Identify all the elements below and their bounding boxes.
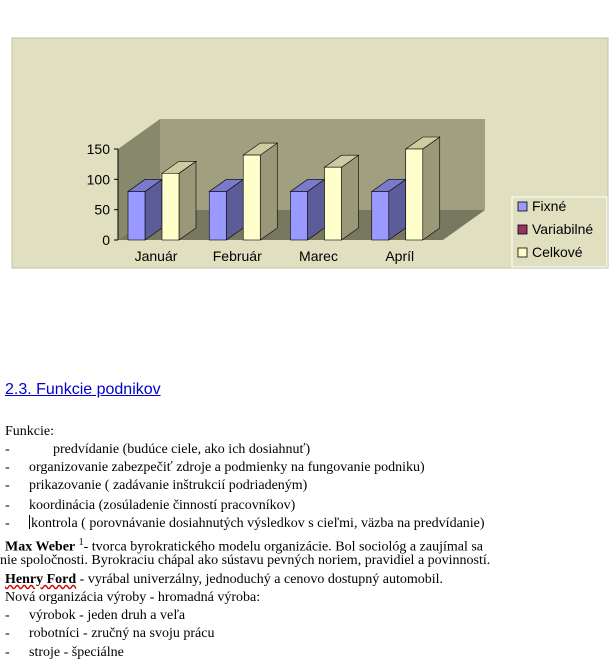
list-item [5,607,185,625]
list-item [5,515,485,533]
y-tick-label: 100 [86,171,110,188]
list-item [5,459,425,477]
list-item [5,497,295,515]
footnote-ref: 1 [78,537,84,548]
x-tick-label: Január [134,248,178,264]
y-tick-label: 0 [102,232,110,248]
y-tick-label: 50 [94,201,110,218]
list-item [5,625,214,643]
list-item-text: robotníci - zručný na svoju prácu [29,626,215,641]
section-heading: 2.3. Funkcie podnikov [5,381,161,398]
list-item [5,441,310,459]
list-item-text: predvídanie (budúce ciele, ako ich dosiahnuť) [53,442,311,457]
legend-label: Fixné [532,198,567,214]
legend-label: Celkové [532,244,583,260]
org-intro: Nová organizácia výroby - hromadná výroba: [5,590,261,605]
weber-text: - tvorca byrokratického modelu organizácie. Bol sociológ a zaujímal sa [83,539,484,555]
text-cursor [29,515,30,529]
list-item [5,644,124,662]
weber-paragraph-cont: nie spoločnosti. Byrokraciu chápal ako sústavu pevných noriem, pravidiel a povinností. [0,553,491,568]
list-item-text: organizovanie zabezpečiť zdroje a podmienky na fungovanie podniku) [29,460,425,475]
bullet-marker: - [5,645,10,660]
list-item [5,477,307,495]
bullet-marker: - [5,626,10,641]
legend-label: Variabilné [532,221,594,237]
bullet-marker: - [5,608,10,623]
list-item-text: výrobok - jeden druh a veľa [29,608,186,623]
bullet-marker: - [5,460,10,475]
ford-text: - vyrábal univerzálny, jednoduchý a cenovo dostupný automobil. [76,572,444,587]
y-tick-label: 150 [86,141,110,157]
list-item-text: prikazovanie ( zadávanie inštrukcií podriadeným) [29,478,308,493]
x-tick-label: Apríl [385,248,415,264]
bullet-marker: - [5,498,10,513]
ford-name: Henry Ford [5,572,77,587]
bullet-marker: - [5,442,10,457]
x-tick-label: Marec [299,248,338,264]
list-item-text: koordinácia (zosúladenie činností pracovníkov) [29,498,296,513]
bullet-marker: - [5,516,10,531]
list-item-text: kontrola ( porovnávanie dosiahnutých výsledkov s cieľmi, väzba na predvídanie) [31,516,485,531]
x-tick-label: Február [212,248,262,264]
ford-paragraph [5,571,443,589]
intro-line: Funkcie: [5,424,54,439]
bullet-marker: - [5,478,10,493]
list-item-text: stroje - špeciálne [29,645,124,660]
weber-name: Max Weber [5,539,76,555]
